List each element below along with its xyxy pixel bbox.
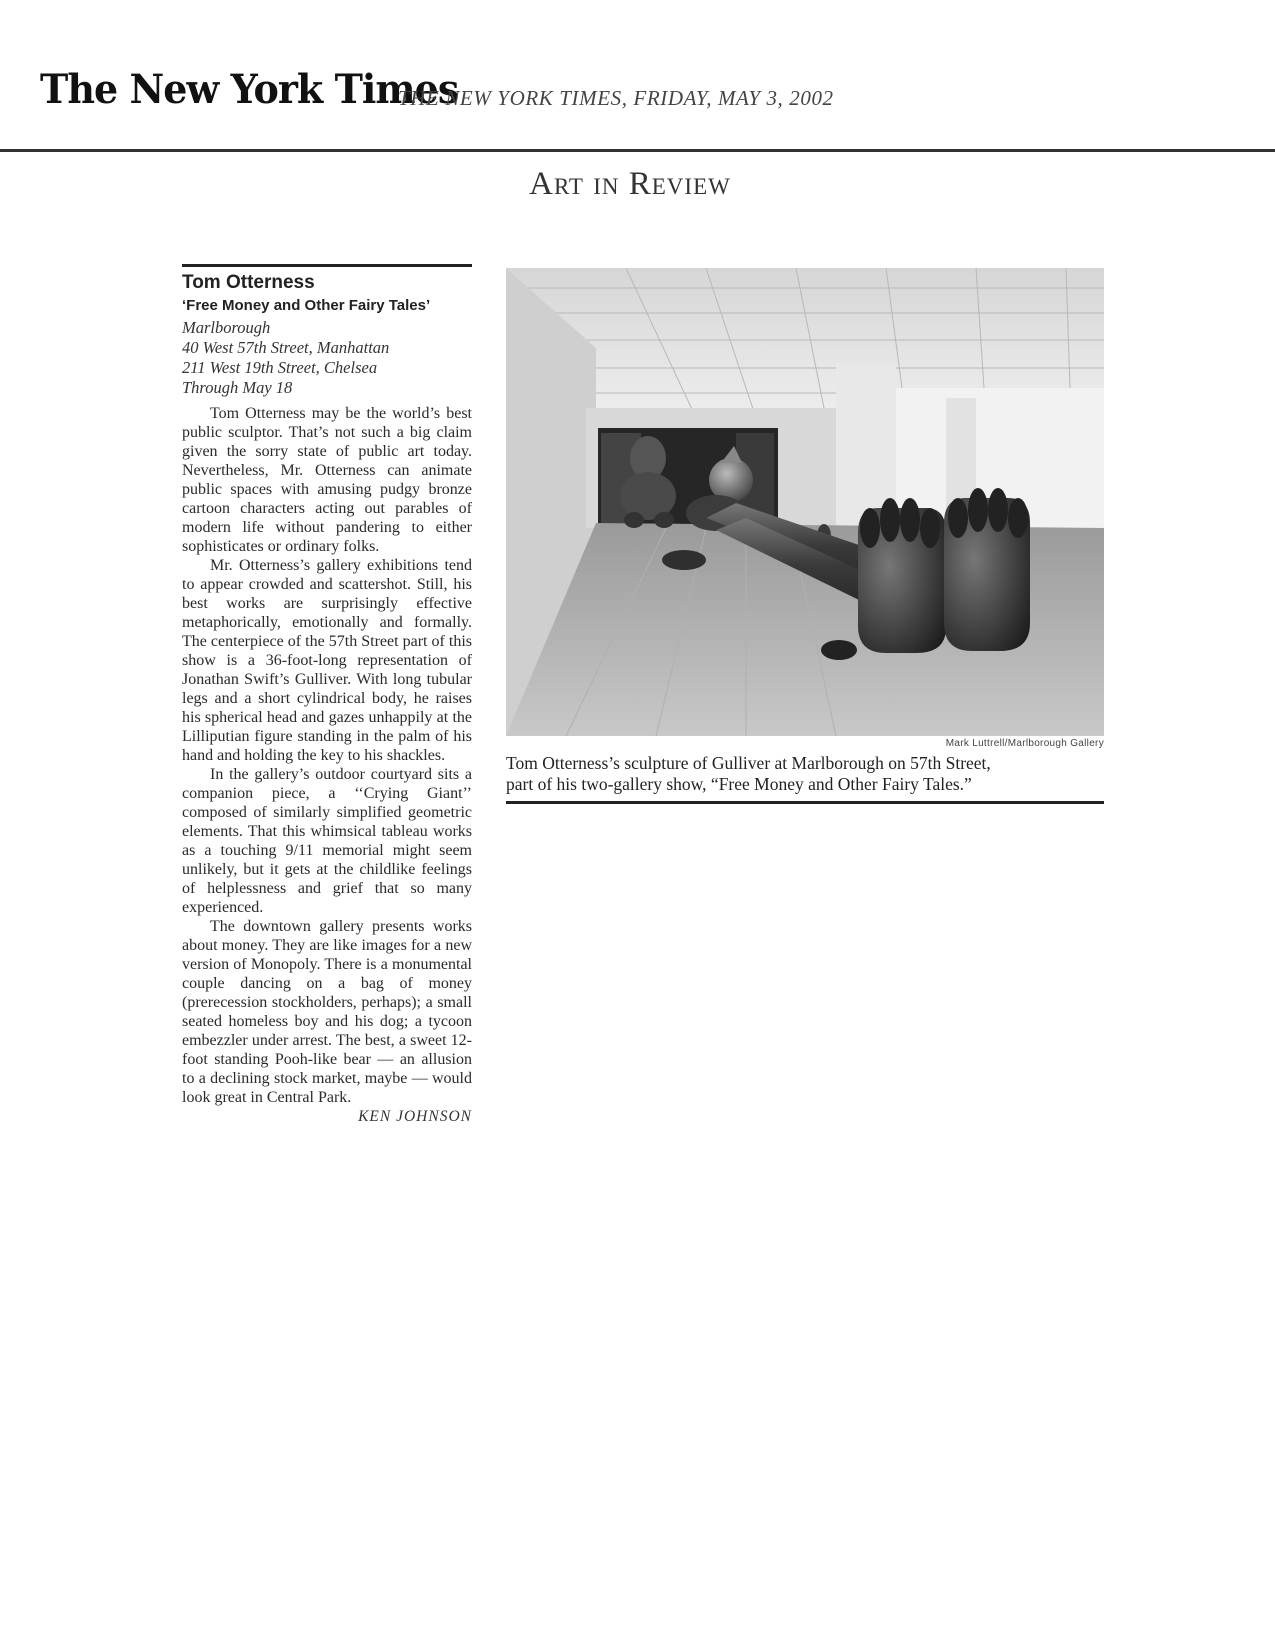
exhibition-dates: Through May 18 [182,378,293,397]
paragraph: The downtown gallery presents works about money. They are like images for a new version of Monopoly. There is a monumental couple dancing on a bag of money (prerecession stockholders, perhaps); a small seated homeless boy and his dog; a tycoon embezzler under arrest. The best, a sweet 12-foot standing Pooh-like bear — an allusion to a declining stock market, maybe — would look great in Central Park. [182,918,472,1106]
byline: KEN JOHNSON [358,1108,472,1125]
gulliver-sculpture-photo [506,268,1104,736]
paragraph: In the gallery’s outdoor courtyard sits a companion piece, a ‘‘Crying Giant’’ composed of similarly simplified geometric elements. That this whimsical tableau works as a touching 9/11 memorial might seem unlikely, but it gets at the childlike feelings of helplessness and grief that so many experienced. [182,766,472,916]
caption-line: part of his two-gallery show, “Free Money and Other Fairy Tales.” [506,774,972,794]
section-title: Art in Review [529,166,731,202]
gallery-name: Marlborough [182,318,271,337]
article-body [182,404,472,1107]
date-line: THE NEW YORK TIMES, FRIDAY, MAY 3, 2002 [398,86,834,110]
article-subhead: ‘Free Money and Other Fairy Tales’ [182,297,431,314]
exhibition-info [182,318,472,398]
article-top-rule [182,264,472,267]
caption-rule [506,801,1104,804]
article-column [182,264,472,1126]
address-manhattan: 40 West 57th Street, Manhattan [182,338,390,357]
paragraph: Mr. Otterness’s gallery exhibitions tend to appear crowded and scattershot. Still, his best works are surprisingly effective metaphorically, emotionally and formally. The centerpiece of the 57th Street part of this show is a 36-foot-long representation of Jonathan Swift’s Gulliver. With long tubular legs and a short cylindrical body, he raises his spherical head and gazes unhappily at the Lilliputian figure standing in the palm of his hand and holding the key to his shackles. [182,557,472,764]
address-chelsea: 211 West 19th Street, Chelsea [182,358,378,377]
gallery-photo-illustration [506,268,1104,736]
article-headline: Tom Otterness [182,272,315,293]
photo-caption [506,753,1104,795]
masthead-rule [0,149,1275,152]
caption-line: Tom Otterness’s sculpture of Gulliver at Marlborough on 57th Street, [506,753,991,773]
newspaper-logo: The New York Times [40,66,459,113]
paragraph: Tom Otterness may be the world’s best public sculptor. That’s not such a big claim given the sorry state of public art today. Nevertheless, Mr. Otterness can animate public spaces with amusing pudgy bronze cartoon characters acting out parables of modern life without pandering to either sophisticates or ordinary folks. [182,405,472,555]
photo-credit: Mark Luttrell/Marlborough Gallery [945,738,1104,749]
